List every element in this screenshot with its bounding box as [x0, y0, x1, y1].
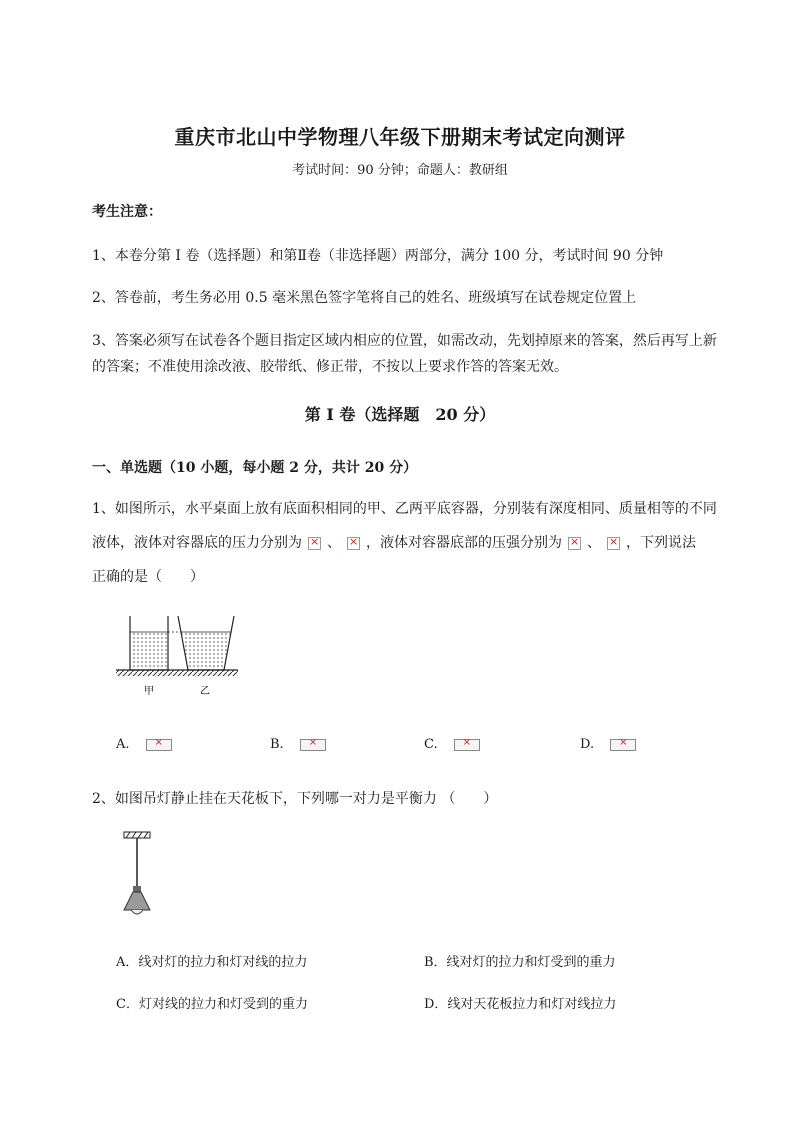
containers-figure: [112, 612, 242, 702]
q1-stem-line2: [92, 532, 696, 552]
container-yi: [178, 616, 234, 670]
q1-sep-2: 、: [587, 535, 601, 551]
option-label: D.: [580, 737, 595, 752]
broken-image-icon: [347, 537, 360, 550]
q1-stem-line3: 正确的是（ ）: [92, 569, 204, 585]
q1-option-a[interactable]: [116, 737, 172, 752]
notice-item-3-cont: 的答案；不准使用涂改液、胶带纸、修正带，不按以上要求作答的答案无效。: [92, 359, 568, 375]
q1-text-b: ，液体对容器底部的压强分别为: [366, 535, 562, 551]
q2-stem: 2、如图吊灯静止挂在天花板下，下列哪一对力是平衡力 （ ）: [92, 791, 498, 807]
fig-label-yi: 乙: [200, 686, 210, 697]
q1-sep-1: 、: [327, 535, 341, 551]
broken-image-icon: [454, 739, 480, 751]
broken-image-icon: [300, 739, 326, 751]
fig-label-jia: 甲: [144, 686, 154, 697]
q1-option-b[interactable]: [270, 737, 326, 752]
broken-image-icon: [607, 537, 620, 550]
q1-stem-line1: 1、如图所示，水平桌面上放有底面积相同的甲、乙两平底容器，分别装有深度相同、质量相等的不同: [92, 501, 717, 517]
broken-image-icon: [568, 537, 581, 550]
option-label: B.: [270, 737, 284, 752]
section-title: 第 I 卷（选择题 20 分）: [304, 405, 496, 424]
page-title: 重庆市北山中学物理八年级下册期末考试定向测评: [174, 125, 626, 149]
notice-heading: 考生注意：: [92, 204, 162, 220]
q2-option-d[interactable]: D．线对天花板拉力和灯对线拉力: [424, 997, 617, 1012]
q2-option-b[interactable]: B．线对灯的拉力和灯受到的重力: [424, 955, 616, 970]
broken-image-icon: [146, 739, 172, 751]
option-label: C.: [424, 737, 438, 752]
broken-image-icon: [610, 739, 636, 751]
option-label: A.: [116, 737, 130, 752]
q1-option-d[interactable]: [580, 737, 636, 752]
notice-item-3: 3、答案必须写在试卷各个题目指定区域内相应的位置，如需改动，先划掉原来的答案，然后再写上新: [92, 333, 717, 349]
broken-image-icon: [308, 537, 321, 550]
part-heading: 一、单选题（10 小题，每小题 2 分，共计 20 分）: [92, 460, 418, 476]
q1-text-c: ，下列说法: [626, 535, 696, 551]
q1-text-a: 液体，液体对容器底的压力分别为: [92, 535, 302, 551]
q2-option-a[interactable]: A．线对灯的拉力和灯对线的拉力: [116, 955, 308, 970]
container-jia: [130, 616, 168, 670]
q1-option-c[interactable]: [424, 737, 480, 752]
q2-option-c[interactable]: C．灯对线的拉力和灯受到的重力: [116, 997, 308, 1012]
lamp-figure: [112, 830, 162, 922]
notice-item-2: 2、答卷前，考生务必用 0.5 毫米黑色签字笔将自己的姓名、班级填写在试卷规定位置上: [92, 290, 637, 306]
exam-info: 考试时间：90 分钟；命题人：教研组: [292, 163, 508, 178]
notice-item-1: 1、本卷分第 I 卷（选择题）和第Ⅱ卷（非选择题）两部分，满分 100 分，考试时间 90 分钟: [92, 248, 664, 264]
